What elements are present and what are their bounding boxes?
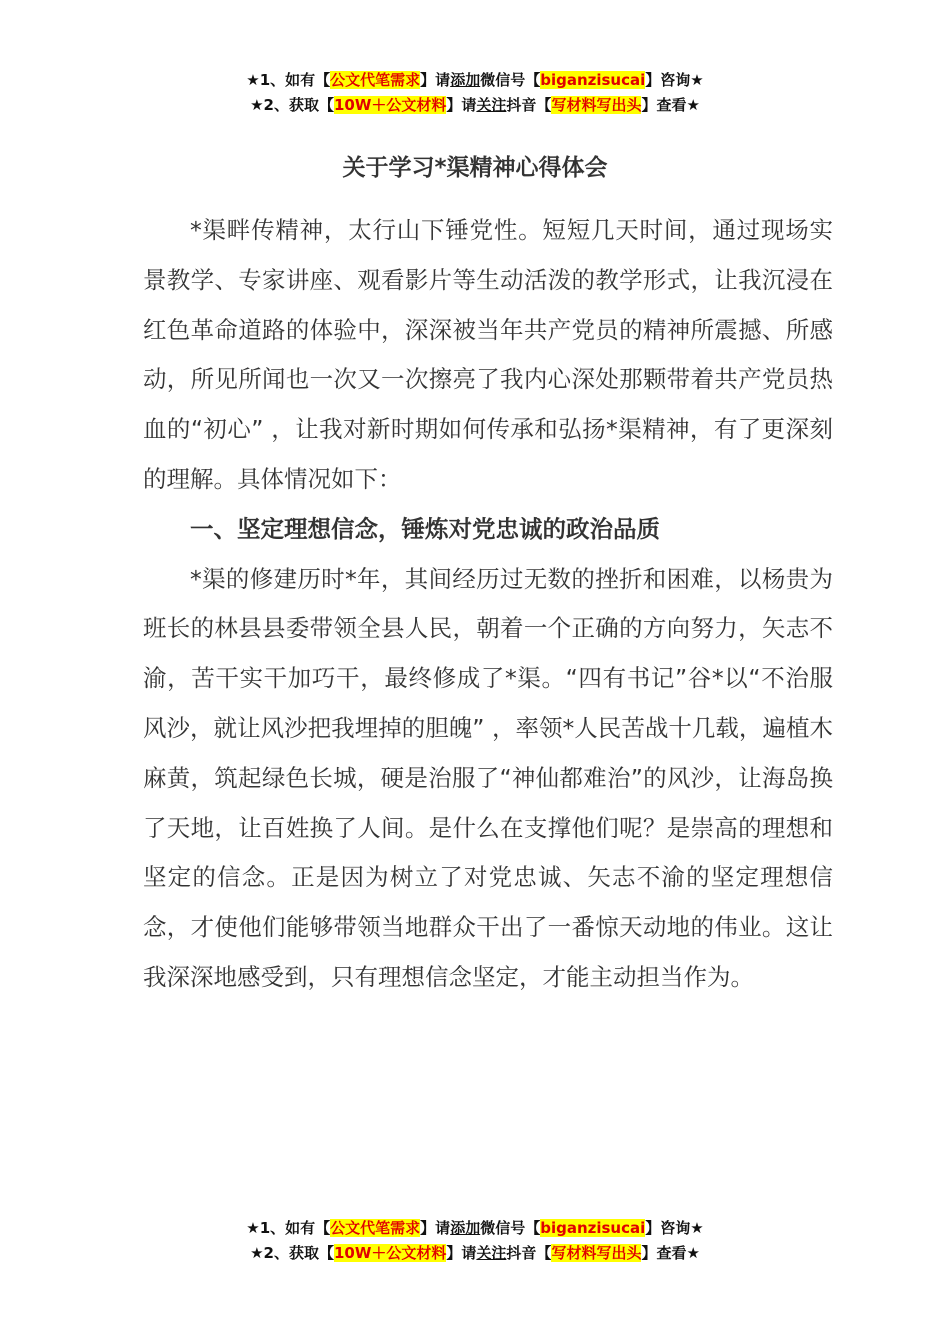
highlight-service: 公文代笔需求 <box>330 71 421 89</box>
banner-text: 】请 <box>420 71 451 89</box>
banner-underline-text: 关注 <box>476 1244 507 1262</box>
highlight-materials: 10W＋公文材料 <box>333 1244 447 1262</box>
section-heading: 一、坚定理想信念，锤炼对党忠诚的政治品质 <box>190 514 660 543</box>
banner-text: ★2、获取【 <box>250 96 334 114</box>
highlight-wechat-id: biganzisucai <box>540 1219 646 1237</box>
banner-underline-text: 添加 <box>450 71 481 89</box>
header-banner <box>0 68 950 118</box>
banner-underline-text: 关注 <box>476 96 507 114</box>
document-title: 关于学习*渠精神心得体会 <box>342 155 608 181</box>
paragraph-body: *渠的修建历时*年，其间经历过无数的挫折和困难，以杨贵为班长的林县县委带领全县人民，朝着一个正确的方向努力，矢志不渝，苦干实干加巧干，最终修成了*渠。“四有书记”谷*以“不治服风沙，就让风沙把我埋掉的胆魄” ，率领*人民苦战十几载，遍植木麻黄，筑起绿色长城，硬是治服了“神仙都难治”的风沙，让海岛换了天地，让百姓换了人间。是什么在支撑他们呢？是崇高的理想和坚定的信念。正是因为树立了对党忠诚、矢志不渝的坚定理想信念，才使他们能够带领当地群众干出了一番惊天动地的伟业。这让我深深地感受到，只有理想信念坚定，才能主动担当作为。 <box>143 564 833 991</box>
highlight-wechat-id: biganzisucai <box>540 71 646 89</box>
highlight-douyin-id: 写材料写出头 <box>551 1244 642 1262</box>
banner-text: 】请 <box>446 1244 477 1262</box>
banner-text: 】请 <box>446 96 477 114</box>
banner-text: 抖音【 <box>506 1244 552 1262</box>
banner-line-1 <box>0 1216 950 1241</box>
banner-text: ★1、如有【 <box>246 71 331 89</box>
banner-text: 微信号【 <box>480 71 541 89</box>
banner-text: 】请 <box>420 1219 451 1237</box>
banner-text: 抖音【 <box>506 96 552 114</box>
banner-line-1 <box>0 68 950 93</box>
highlight-materials: 10W＋公文材料 <box>333 96 447 114</box>
document-body <box>143 206 833 1003</box>
banner-line-2 <box>0 93 950 118</box>
banner-text: 微信号【 <box>480 1219 541 1237</box>
banner-text: ★2、获取【 <box>250 1244 334 1262</box>
banner-text: 】查看★ <box>641 1244 700 1262</box>
banner-text: 】咨询★ <box>645 1219 704 1237</box>
highlight-service: 公文代笔需求 <box>330 1219 421 1237</box>
banner-text: ★1、如有【 <box>246 1219 331 1237</box>
paragraph-intro: *渠畔传精神，太行山下锤党性。短短几天时间，通过现场实景教学、专家讲座、观看影片等生动活泼的教学形式，让我沉浸在红色革命道路的体验中，深深被当年共产党员的精神所震撼、所感动，所见所闻也一次又一次擦亮了我内心深处那颗带着共产党员热血的“初心” ，让我对新时期如何传承和弘扬*渠精神，有了更深刻的理解。具体情况如下： <box>143 216 833 493</box>
highlight-douyin-id: 写材料写出头 <box>551 96 642 114</box>
banner-underline-text: 添加 <box>450 1219 481 1237</box>
banner-line-2 <box>0 1241 950 1266</box>
banner-text: 】咨询★ <box>645 71 704 89</box>
footer-banner <box>0 1216 950 1266</box>
banner-text: 】查看★ <box>641 96 700 114</box>
